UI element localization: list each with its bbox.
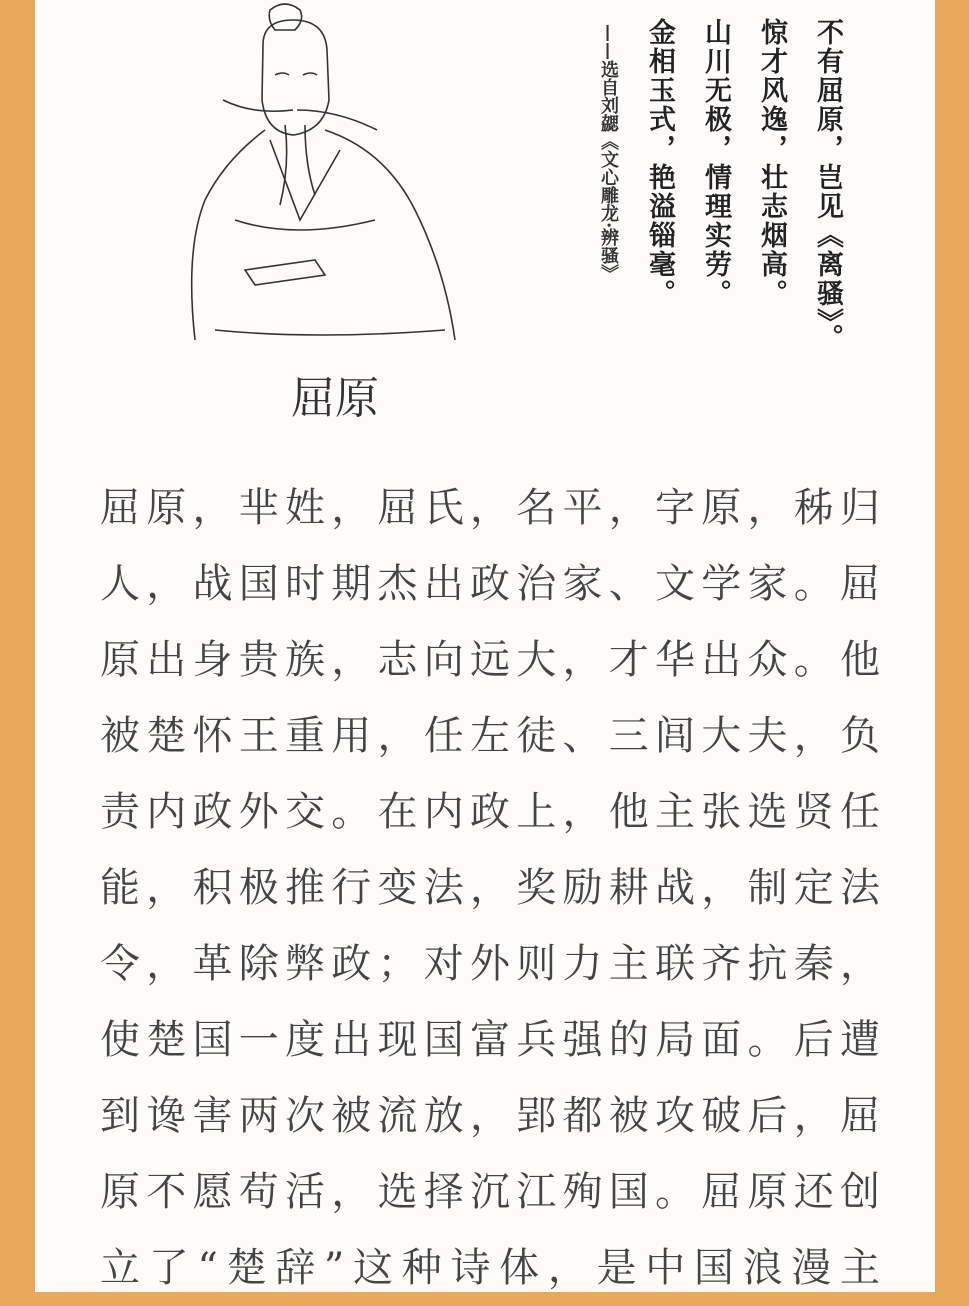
poem-line: 惊才风逸，壮志烟高。 [756, 18, 787, 308]
poem-line: 不有屈原，岂见《离骚》。 [812, 18, 843, 353]
text-line: 被楚怀王重用，任左徒、三闾大夫，负 [100, 713, 880, 759]
text-line: 原不愿苟活，选择沉江殉国。屈原还创 [100, 1169, 880, 1215]
poem-quote [0, 18, 845, 353]
text-line: 立了“楚辞”这种诗体，是中国浪漫主 [100, 1245, 880, 1291]
poem-line: 金相玉式，艳溢锱毫。 [644, 18, 675, 308]
text-line: 能，积极推行变法，奖励耕战，制定法 [100, 865, 880, 911]
text-line: 原出身贵族，志向远大，才华出众。他 [100, 637, 880, 683]
book-page [35, 0, 935, 1292]
text-line: 屈原，芈姓，屈氏，名平，字原，秭归 [100, 485, 880, 531]
poem-source: ——选自刘勰《文心雕龙·辨骚》 [598, 24, 619, 283]
text-line: 令，革除弊政；对外则力主联齐抗秦， [100, 941, 880, 987]
biography-text [100, 470, 880, 1306]
portrait-caption: 屈原 [291, 373, 379, 424]
text-line: 到谗害两次被流放，郢都被攻破后，屈 [100, 1093, 880, 1139]
text-line: 人，战国时期杰出政治家、文学家。屈 [100, 561, 880, 607]
poem-line: 山川无极，情理实劳。 [700, 18, 731, 308]
text-line: 使楚国一度出现国富兵强的局面。后遭 [100, 1017, 880, 1063]
text-line: 责内政外交。在内政上，他主张选贤任 [100, 789, 880, 835]
